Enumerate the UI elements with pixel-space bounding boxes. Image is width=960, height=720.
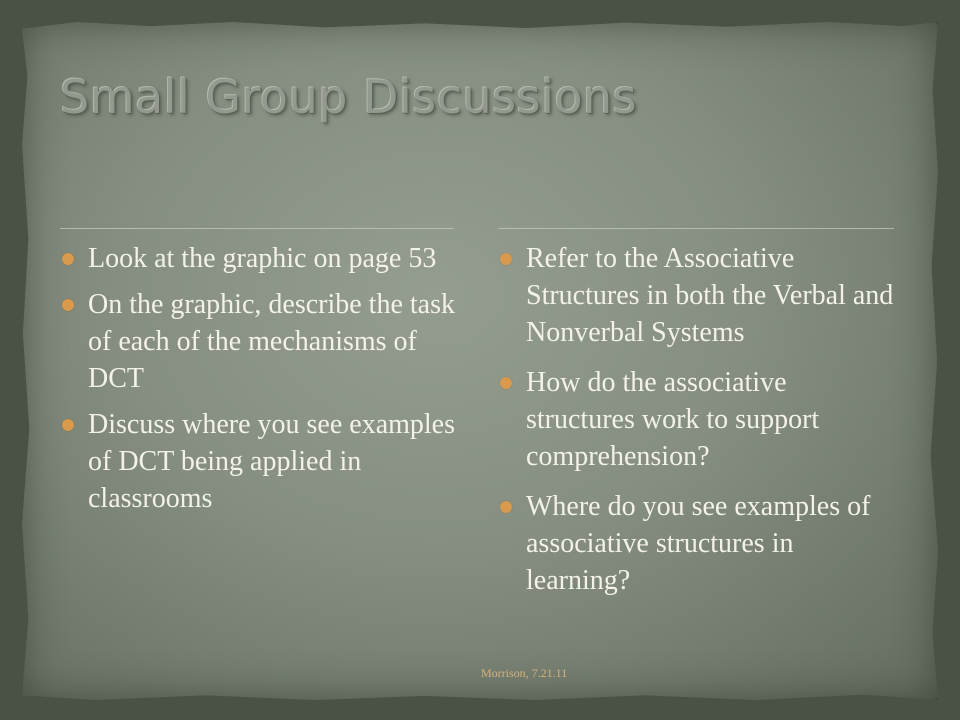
slide-title: Small Group Discussions	[60, 70, 638, 124]
slide-footer: Morrison, 7.21.11	[481, 666, 568, 680]
right-column-divider	[498, 228, 894, 229]
right-bullet-list	[500, 240, 902, 612]
bullet-text: Discuss where you see examples of DCT being applied in classrooms	[88, 409, 456, 514]
left-column-divider	[60, 228, 454, 229]
bullet-item	[62, 240, 462, 277]
bullet-dot-icon	[62, 419, 74, 431]
bullet-item	[500, 488, 902, 599]
bullet-dot-icon	[500, 501, 512, 513]
bullet-item	[500, 364, 902, 475]
bullet-dot-icon	[500, 377, 512, 389]
bullet-item	[62, 286, 462, 397]
bullet-item	[500, 240, 902, 351]
bullet-text: Where do you see examples of associative structures in learning?	[526, 491, 871, 596]
bullet-text: Refer to the Associative Structures in both the Verbal and Nonverbal Systems	[526, 243, 894, 348]
left-bullet-list	[62, 240, 462, 526]
bullet-dot-icon	[62, 299, 74, 311]
bullet-text: How do the associative structures work to support comprehension?	[526, 367, 820, 472]
bullet-text: On the graphic, describe the task of each of the mechanisms of DCT	[88, 289, 455, 394]
bullet-text: Look at the graphic on page 53	[88, 243, 437, 274]
bullet-dot-icon	[62, 253, 74, 265]
bullet-item	[62, 406, 462, 517]
bullet-dot-icon	[500, 253, 512, 265]
